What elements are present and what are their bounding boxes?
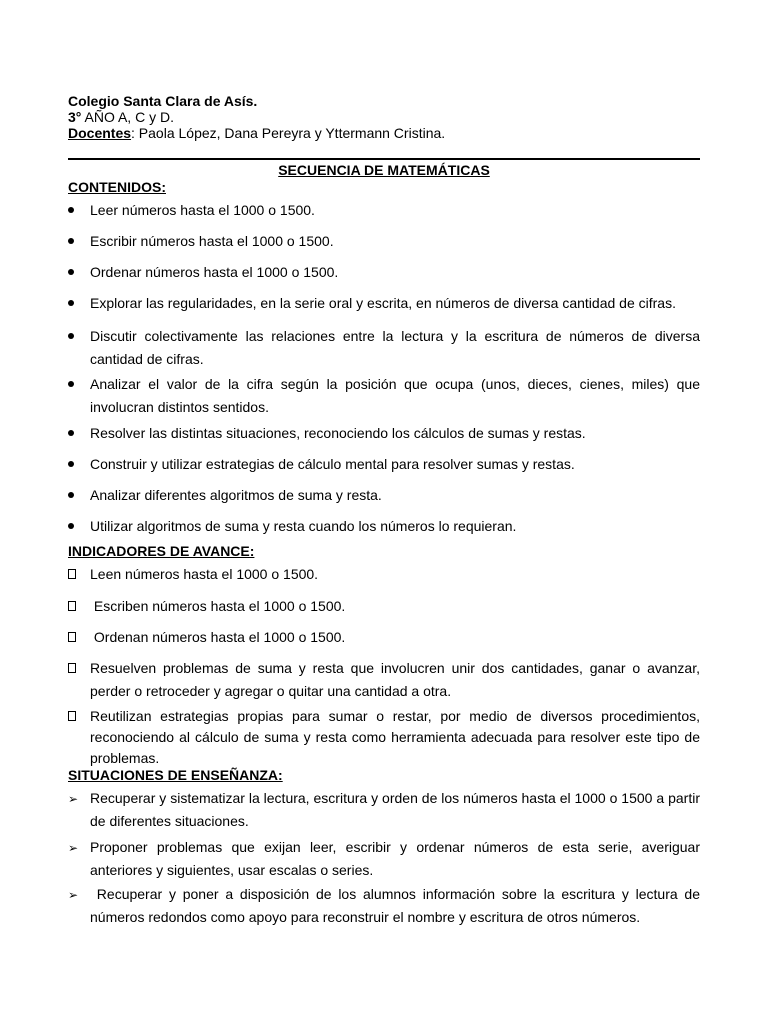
bullet-dot-icon xyxy=(68,230,82,253)
teachers-line xyxy=(68,125,445,142)
list-item: Leen números hasta el 1000 o 1500. xyxy=(68,563,700,586)
list-item: Analizar diferentes algoritmos de suma y resta. xyxy=(68,484,700,507)
bullet-box-icon xyxy=(68,657,82,680)
list-item: Discutir colectivamente las relaciones entre la lectura y la escritura de números de diversa cantidad de cifras. xyxy=(68,325,700,370)
list-item: Explorar las regularidades, en la serie oral y escrita, en números de diversa cantidad de cifras. xyxy=(68,292,700,315)
list-item: ➢ Recuperar y sistematizar la lectura, escritura y orden de los números hasta el 1000 o 1500 a partir de diferentes situaciones. xyxy=(68,787,700,832)
list-item: Escribir números hasta el 1000 o 1500. xyxy=(68,230,700,253)
teachers-names: : Paola López, Dana Pereyra y Yttermann Cristina. xyxy=(131,125,446,141)
grade-number: 3° xyxy=(68,109,82,125)
header-divider xyxy=(68,158,700,160)
list-item: Ordenar números hasta el 1000 o 1500. xyxy=(68,261,700,284)
teachers-label: Docentes xyxy=(68,125,132,141)
list-item: Analizar el valor de la cifra según la posición que ocupa (unos, dieces, cienes, miles) que involucran distintos sentidos. xyxy=(68,373,700,418)
bullet-dot-icon xyxy=(68,453,82,476)
bullet-box-icon xyxy=(68,626,82,649)
arrow-bullet-icon xyxy=(68,883,82,907)
list-item: ➢ Recuperar y poner a disposición de los alumnos información sobre la escritura y lectura de números redondos como apoyo para reconstruir el nombre y escritura de otros números. xyxy=(68,883,700,928)
list-item: Resuelven problemas de suma y resta que involucren unir dos cantidades, ganar o avanzar, perder o retroceder y agregar o quitar una cantidad a otra. xyxy=(68,657,700,702)
list-item: ➢ Proponer problemas que exijan leer, escribir y ordenar números de esta serie, averiguar anteriores y siguientes, usar escalas o series. xyxy=(68,836,700,881)
school-name: Colegio Santa Clara de Asís. xyxy=(68,93,258,109)
list-item: Utilizar algoritmos de suma y resta cuando los números lo requieran. xyxy=(68,515,700,538)
arrow-bullet-icon xyxy=(68,836,82,860)
list-item: Construir y utilizar estrategias de cálculo mental para resolver sumas y restas. xyxy=(68,453,700,476)
list-item: Resolver las distintas situaciones, reconociendo los cálculos de sumas y restas. xyxy=(68,422,700,445)
bullet-dot-icon xyxy=(68,199,82,222)
document-title: SECUENCIA DE MATEMÁTICAS xyxy=(278,162,490,178)
bullet-dot-icon xyxy=(68,292,82,315)
bullet-box-icon xyxy=(68,595,82,618)
list-item: Leer números hasta el 1000 o 1500. xyxy=(68,199,700,222)
bullet-dot-icon xyxy=(68,261,82,284)
list-item: Ordenan números hasta el 1000 o 1500. xyxy=(68,626,700,649)
bullet-dot-icon xyxy=(68,373,82,396)
bullet-box-icon xyxy=(68,563,82,586)
grade-sections: AÑO A, C y D. xyxy=(81,109,174,125)
bullet-dot-icon xyxy=(68,325,82,348)
bullet-dot-icon xyxy=(68,484,82,507)
bullet-box-icon xyxy=(68,706,82,727)
situaciones-heading: SITUACIONES DE ENSEÑANZA: xyxy=(68,767,283,783)
indicadores-heading: INDICADORES DE AVANCE: xyxy=(68,543,255,559)
bullet-dot-icon xyxy=(68,422,82,445)
list-item: Escriben números hasta el 1000 o 1500. xyxy=(68,595,700,618)
contenidos-heading: CONTENIDOS: xyxy=(68,179,166,195)
arrow-bullet-icon xyxy=(68,787,82,811)
grade-line xyxy=(68,109,174,126)
bullet-dot-icon xyxy=(68,515,82,538)
list-item: Reutilizan estrategias propias para sumar o restar, por medio de diversos procedimientos, reconociendo al cálculo de suma y resta como herramienta adecuada para resolver este tipo de problemas. xyxy=(68,706,700,769)
